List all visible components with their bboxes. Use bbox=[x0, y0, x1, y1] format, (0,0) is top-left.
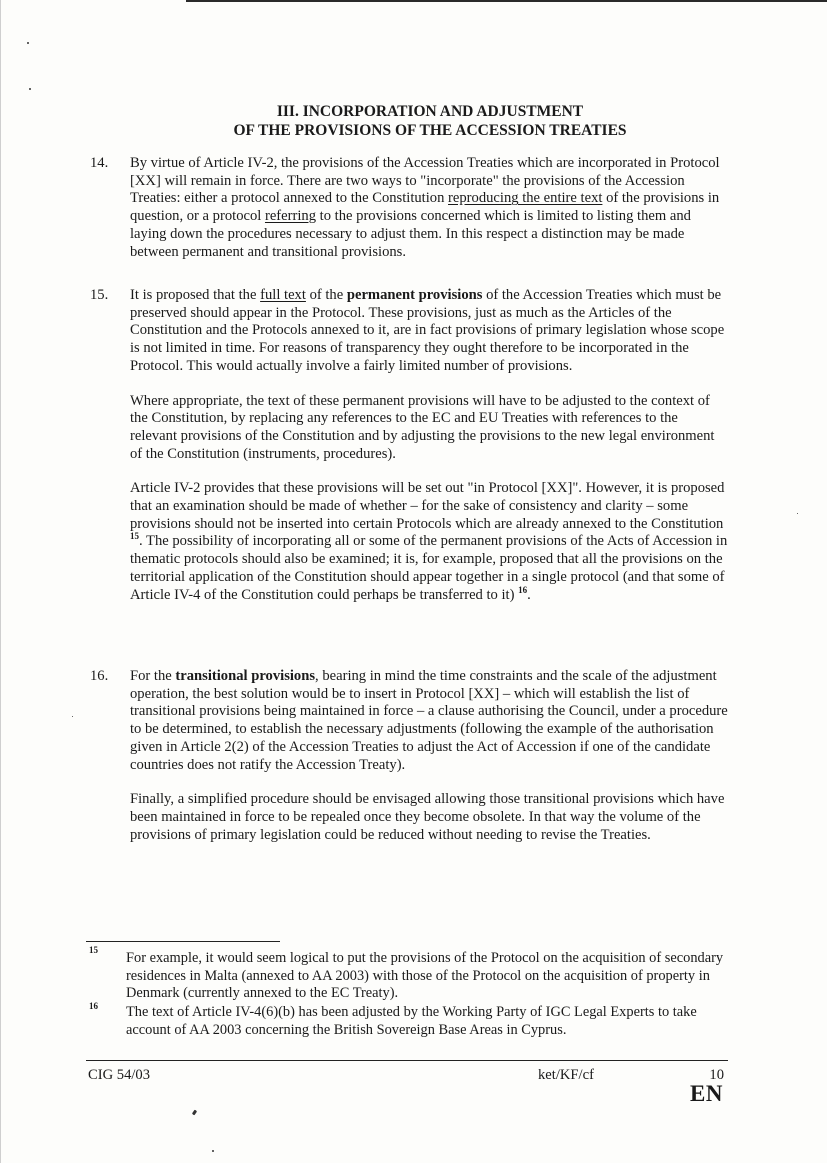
p15-subparagraph-3: . The possibility of incorporating all or some of the permanent provisions of the Acts of Accession in thematic protocols should also be examined; it is, for example, proposed that all the provisions on the territorial application of the Constitution should appear together in a single protocol (and that some of Article IV-4 of the Constitution could perhaps be transferred to it) bbox=[130, 533, 728, 603]
paragraph-15 bbox=[130, 287, 728, 604]
footnote-ref-16[interactable]: 16 bbox=[518, 584, 528, 595]
footer-page-number: 10 bbox=[709, 1067, 724, 1083]
p16-text: , bearing in mind the time constraints and the scale of the adjustment operation, the best solution would be to insert in Protocol [XX] – which will establish the list of transitional provisions being maintained in force – a clause authorising the Council, under a procedure to be determined, to establish the necessary adjustments (following the example of the authorisation given in Article 2(2) of the Accession Treaties to adjust the Act of Accession if one of the candidate countries does not ratify the Accession Treaty). bbox=[130, 668, 728, 773]
p15-bold-permanent-provisions: permanent provisions bbox=[346, 287, 483, 303]
footnote-mark-16: 16 bbox=[89, 1001, 98, 1011]
footnote-separator bbox=[86, 941, 280, 942]
p14-text: to the provisions concerned which is limited to listing them and laying down the procedures necessary to adjust them. In this respect a distinction may be made between permanent and transitional provisions. bbox=[130, 208, 691, 260]
paragraph-number-14: 14. bbox=[90, 155, 109, 171]
scan-speck bbox=[27, 42, 29, 44]
paragraph-14 bbox=[130, 155, 728, 261]
scan-speck bbox=[797, 513, 798, 514]
scan-left-edge bbox=[0, 0, 1, 1163]
footnote-ref-15[interactable]: 15 bbox=[130, 531, 139, 542]
p16-bold-transitional-provisions: transitional provisions bbox=[175, 668, 316, 684]
scan-edge-line bbox=[186, 0, 827, 2]
section-heading bbox=[120, 102, 740, 140]
p15-underline-full-text: full text bbox=[260, 287, 306, 303]
p14-underline-reproducing: reproducing the entire text bbox=[448, 190, 603, 207]
p16-text: For the bbox=[130, 668, 176, 684]
p15-text: of the bbox=[305, 287, 347, 303]
footnote-15: For example, it would seem logical to put the provisions of the Protocol on the acquisition of secondary residences in Malta (annexed to AA 2003) with those of the Protocol on the acquisition of property in Denmark (currently annexed to the EC Treaty). bbox=[126, 950, 724, 1002]
scan-speck bbox=[192, 1110, 197, 1116]
scan-speck bbox=[212, 1150, 214, 1152]
p15-subparagraph-3: Article IV-2 provides that these provisions will be set out "in Protocol [XX]". However, it is proposed that an examination should be made of whether – for the sake of consistency and clarity – some provisions should not be inserted into certain Protocols which are already annexed to the Constitution bbox=[130, 480, 725, 532]
scan-speck bbox=[72, 716, 73, 717]
heading-line-2: OF THE PROVISIONS OF THE ACCESSION TREATIES bbox=[233, 122, 627, 139]
p15-text: of the Accession Treaties which must be preserved should appear in the Protocol. These provisions, just as much as the Articles of the Constitution and the Protocols annexed to it, are in fact provisions of primary legislation whose scope is not limited in time. For reasons of transparency they ought therefore to be incorporated in the Protocol. This would actually involve a fairly limited number of provisions. bbox=[130, 287, 725, 374]
p16-subparagraph-2: Finally, a simplified procedure should be envisaged allowing those transitional provisions which have been maintained in force to be repealed once they become obsolete. In that way the volume of the provisions of primary legislation could be reduced without needing to revise the Treaties. bbox=[130, 791, 725, 843]
heading-line-1: III. INCORPORATION AND ADJUSTMENT bbox=[276, 103, 584, 120]
footer-language-code: EN bbox=[690, 1081, 723, 1106]
footnote-16: The text of Article IV-4(6)(b) has been adjusted by the Working Party of IGC Legal Experts to take account of AA 2003 concerning the British Sovereign Base Areas in Cyprus. bbox=[126, 1004, 697, 1038]
scan-speck bbox=[29, 88, 31, 90]
footer-doc-ref: CIG 54/03 bbox=[88, 1067, 151, 1083]
paragraph-16 bbox=[130, 668, 728, 844]
p14-text: By virtue of Article IV-2, the provisions of the Accession Treaties which are incorporated in Protocol [XX] will remain in force. There are two ways to "incorporate" the provisions of the Accession Treaties: either a protocol annexed to the Constitution bbox=[130, 155, 720, 207]
paragraph-number-15: 15. bbox=[90, 287, 109, 303]
footer-initials: ket/KF/cf bbox=[538, 1067, 594, 1083]
paragraph-number-16: 16. bbox=[90, 668, 109, 684]
p15-subparagraph-2: Where appropriate, the text of these permanent provisions will have to be adjusted to the context of the Constitution, by replacing any references to the EC and EU Treaties with references to the relevant provisions of the Constitution and by adjusting the provisions to the new legal environment of the Constitution (instruments, procedures). bbox=[130, 392, 715, 462]
p15-subparagraph-3: . bbox=[527, 586, 531, 603]
p14-text: of the provisions in question, or a protocol bbox=[130, 190, 720, 225]
p14-underline-referring: referring bbox=[264, 208, 317, 225]
footer-rule bbox=[86, 1060, 728, 1061]
footnote-mark-15: 15 bbox=[89, 945, 98, 955]
p15-text: It is proposed that the bbox=[130, 287, 261, 303]
